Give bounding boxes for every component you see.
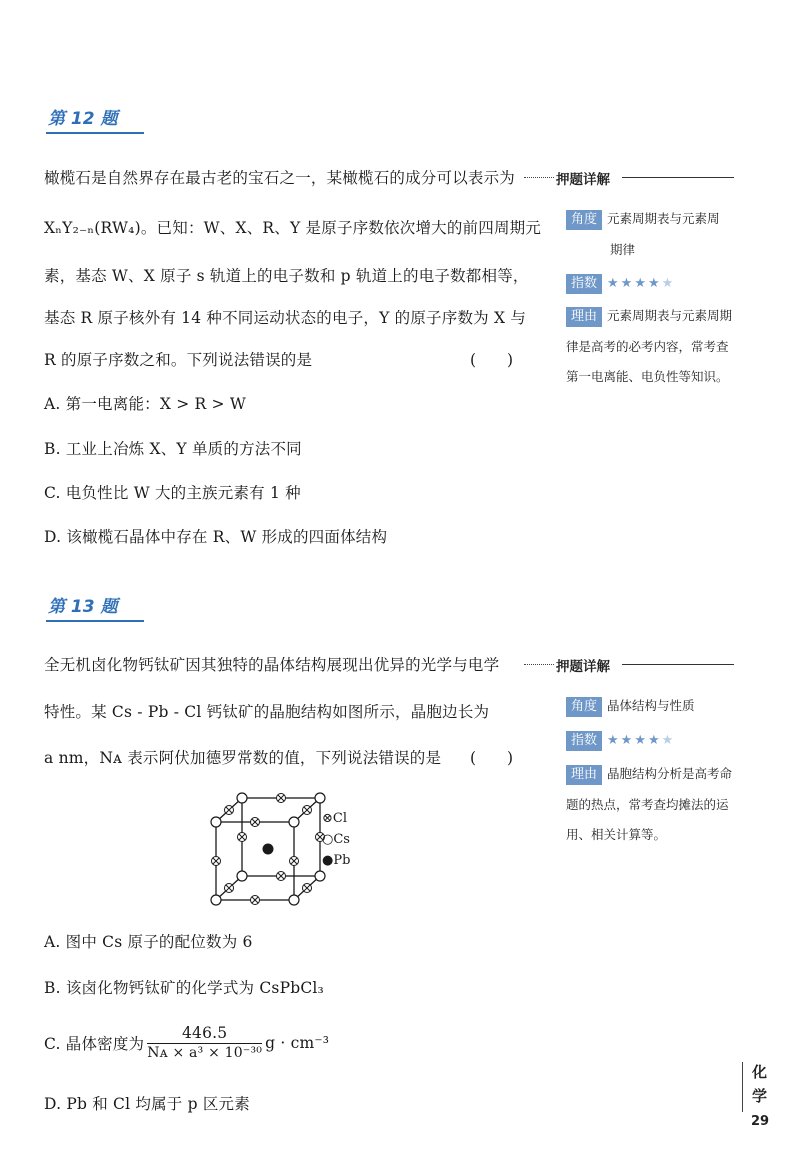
q13-leader-dots xyxy=(524,664,554,665)
q13-line-2: 特性。某 Cs - Pb - Cl 钙钛矿的晶胞结构如图所示，晶胞边长为 xyxy=(44,703,490,721)
cl-atom xyxy=(303,884,312,893)
q12-line-2: XₙY₂₋ₙ(RW₄)。已知：W、X、R、Y 是原子序数依次增大的前四周期元 xyxy=(44,219,542,237)
q13-title: 第 13 题 xyxy=(46,592,144,622)
cs-atom xyxy=(237,793,247,803)
q13-option-a: A. 图中 Cs 原子的配位数为 6 xyxy=(44,933,253,951)
q12-reason-tag: 理由 xyxy=(566,307,602,327)
legend-cs: ○Cs xyxy=(322,832,350,847)
cl-atom xyxy=(225,806,234,815)
q12-reason-text-3: 第一电离能、电负性等知识。 xyxy=(566,369,729,384)
q13-option-b: B. 该卤化物钙钛矿的化学式为 CsPbCl₃ xyxy=(44,979,324,997)
q12-answer-paren: ( ) xyxy=(470,351,514,369)
q12-line-4: 基态 R 原子核外有 14 种不同运动状态的电子，Y 的原子序数为 X 与 xyxy=(44,309,527,327)
cs-atom xyxy=(211,895,221,905)
footer-vertical-rule xyxy=(742,1062,743,1112)
density-numerator: 446.5 xyxy=(147,1024,262,1044)
q13-reason-row xyxy=(566,763,732,785)
cl-atom xyxy=(225,884,234,893)
q13-line-1: 全无机卤化物钙钛矿因其独特的晶体结构展现出优异的光学与电学 xyxy=(44,656,500,674)
q12-option-a: A. 第一电离能：X > R > W xyxy=(44,395,246,413)
q13-reason-text-3: 用、相关计算等。 xyxy=(566,827,667,842)
q13-reason-text-1: 晶胞结构分析是高考命 xyxy=(607,766,733,781)
q13-side-rule xyxy=(622,664,734,665)
q13-option-c xyxy=(44,1024,329,1061)
q12-option-c: C. 电负性比 W 大的主族元素有 1 种 xyxy=(44,484,301,502)
cl-atom xyxy=(277,872,286,881)
cl-atom xyxy=(303,806,312,815)
q12-line-1: 橄榄石是自然界存在最古老的宝石之一，某橄榄石的成分可以表示为 xyxy=(44,169,516,187)
page-number: 29 xyxy=(751,1114,770,1129)
q12-reason-text-2: 律是高考的必考内容，常考查 xyxy=(566,339,729,354)
q13-angle-row xyxy=(566,695,695,717)
q12-side-rule xyxy=(622,177,734,178)
cl-atom xyxy=(251,896,260,905)
q12-option-d: D. 该橄榄石晶体中存在 R、W 形成的四面体结构 xyxy=(44,528,388,546)
q13-index-row xyxy=(566,729,675,751)
density-fraction xyxy=(147,1024,262,1061)
q13-angle-text-1: 晶体结构与性质 xyxy=(607,698,695,713)
cs-atom xyxy=(211,817,221,827)
q12-index-row xyxy=(566,272,675,294)
legend-cl: ⊗Cl xyxy=(322,811,347,826)
crystal-cell-diagram xyxy=(200,786,380,908)
q13-reason-tag: 理由 xyxy=(566,765,602,785)
q12-angle-text-1: 元素周期表与元素周 xyxy=(607,211,720,226)
cl-atom xyxy=(238,833,247,842)
q13-option-d: D. Pb 和 Cl 均属于 p 区元素 xyxy=(44,1095,250,1113)
q12-reason-text-1: 元素周期表与元素周期 xyxy=(607,308,733,323)
q12-angle-text-2: 期律 xyxy=(610,242,636,257)
cs-atom xyxy=(315,871,325,881)
legend-pb: ●Pb xyxy=(322,853,351,868)
q12-title: 第 12 题 xyxy=(46,104,144,134)
q12-angle-tag: 角度 xyxy=(566,210,602,230)
cl-atom xyxy=(212,857,221,866)
q13-star-rating-icon: ★★★★★ xyxy=(607,733,676,748)
q13-side-heading: 押题详解 xyxy=(556,659,610,675)
footer-subject-1: 化 xyxy=(752,1063,768,1081)
cs-atom xyxy=(289,895,299,905)
cs-atom xyxy=(315,793,325,803)
q12-angle-row xyxy=(566,208,720,230)
q12-side-heading: 押题详解 xyxy=(556,172,610,188)
cl-atom xyxy=(251,818,260,827)
q13-line-3: a nm，Nᴀ 表示阿伏加德罗常数的值，下列说法错误的是 xyxy=(44,749,442,767)
cell-legend xyxy=(322,808,350,871)
cs-atom xyxy=(289,817,299,827)
q13-option-c-prefix: C. 晶体密度为 xyxy=(44,1034,145,1053)
q12-star-rating-icon: ★★★★★ xyxy=(607,276,676,291)
cl-atom xyxy=(277,794,286,803)
q13-index-tag: 指数 xyxy=(566,731,602,751)
footer-subject-2: 学 xyxy=(752,1087,768,1105)
cl-atom xyxy=(290,857,299,866)
q12-leader-dots xyxy=(524,177,554,178)
pb-atom xyxy=(263,844,274,855)
q12-line-3: 素，基态 W、X 原子 s 轨道上的电子数和 p 轨道上的电子数都相等， xyxy=(44,267,529,285)
q12-reason-row xyxy=(566,305,732,327)
q13-angle-tag: 角度 xyxy=(566,697,602,717)
q13-answer-paren: ( ) xyxy=(470,749,514,767)
q12-index-tag: 指数 xyxy=(566,274,602,294)
q13-reason-text-2: 题的热点，常考查均摊法的运 xyxy=(566,797,729,812)
q12-line-5: R 的原子序数之和。下列说法错误的是 xyxy=(44,351,313,369)
q12-option-b: B. 工业上冶炼 X、Y 单质的方法不同 xyxy=(44,440,302,458)
cs-atom xyxy=(237,871,247,881)
density-denominator: Nᴀ × a³ × 10⁻³⁰ xyxy=(147,1045,263,1061)
density-unit: g · cm⁻³ xyxy=(265,1033,330,1052)
